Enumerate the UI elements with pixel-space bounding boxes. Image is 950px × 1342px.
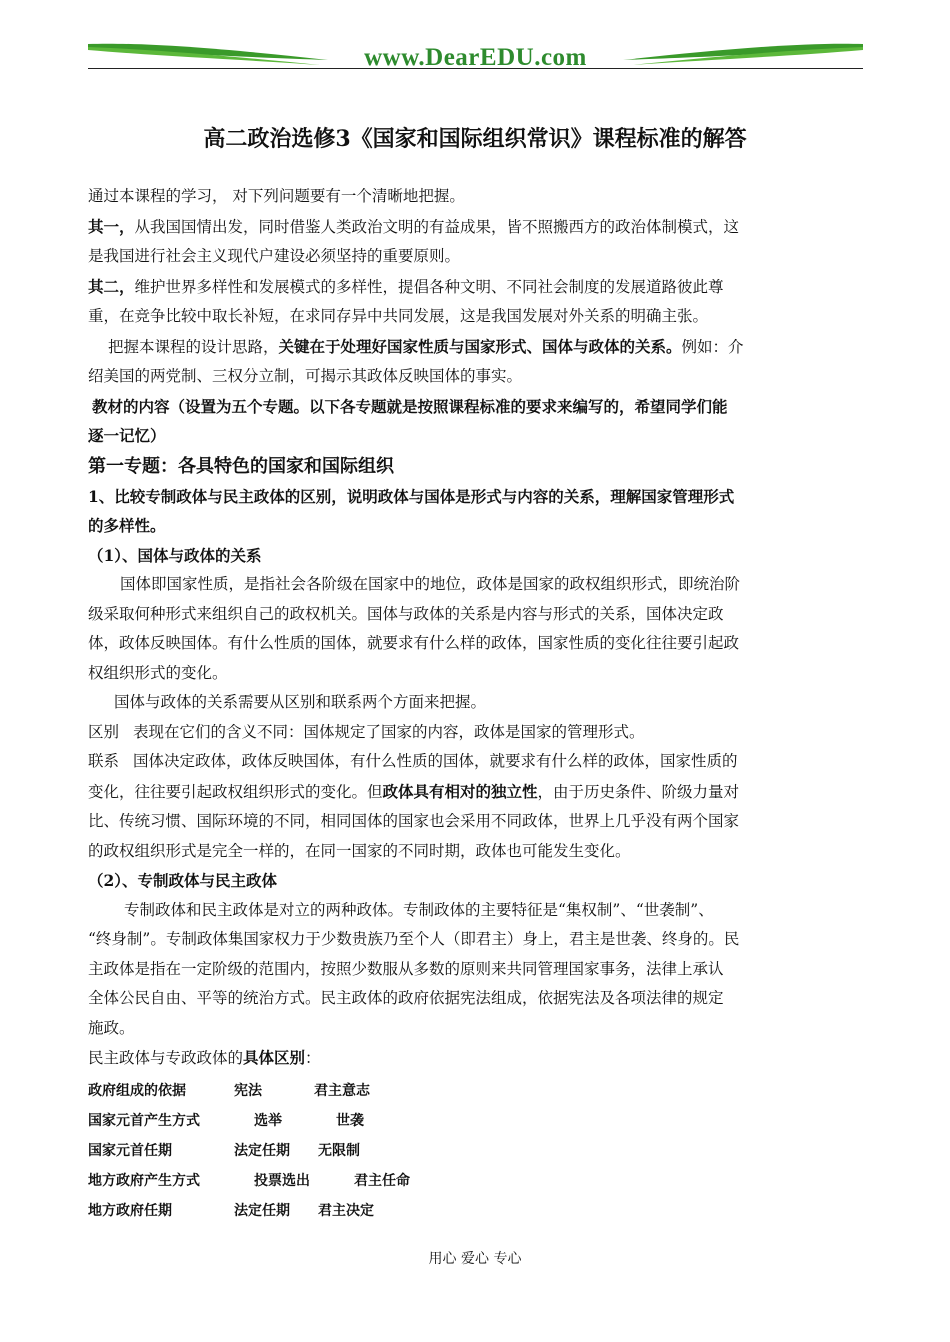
- difference-row: [88, 718, 864, 748]
- contents-note-line-1: 教材的内容（设置为五个专题。以下各专题就是按照课程标准的要求来编写的，希望同学们能: [92, 396, 728, 416]
- row-item: 地方政府任期: [88, 1202, 172, 1219]
- compare-intro: [88, 1043, 864, 1074]
- connection-label: 联系: [88, 752, 120, 770]
- row-item: 地方政府产生方式: [88, 1172, 200, 1189]
- item-one-line-2: 的多样性。: [88, 516, 166, 535]
- header-rule: [88, 68, 863, 69]
- row-autocratic: 无限制: [318, 1142, 360, 1159]
- point-one-line-1: 从我国国情出发，同时借鉴人类政治文明的有益成果，皆不照搬西方的政治体制模式，这: [134, 217, 740, 236]
- point-one-line-2: 是我国进行社会主义现代户建设必须坚持的重要原则。: [88, 247, 461, 265]
- page-footer: 用心 爱心 专心: [428, 1251, 522, 1267]
- table-row: [88, 1076, 864, 1106]
- row-autocratic: 君主任命: [354, 1172, 410, 1189]
- row-democratic: 选举: [254, 1112, 282, 1129]
- item-one-line-1: 1、比较专制政体与民主政体的区别，说明政体与国体是形式与内容的关系，理解国家管理形式: [88, 486, 735, 506]
- compare-intro-post: ：: [305, 1049, 321, 1067]
- design-line-2: 绍美国的两党制、三权分立制，可揭示其政体反映国体的事实。: [88, 367, 523, 385]
- sub2-line-1: 专制政体和民主政体是对立的两种政体。专制政体的主要特征是“集权制”、“世袭制”、: [124, 900, 714, 919]
- row-democratic: 法定任期: [234, 1202, 290, 1219]
- design-key-point: 关键在于处理好国家性质与国家形式、国体与政体的关系。: [278, 336, 682, 356]
- comparison-table: [88, 1076, 864, 1226]
- connection-line-4: 的政权组织形式是完全一样的，在同一国家的不同时期，政体也可能发生变化。: [88, 841, 631, 860]
- row-autocratic: 君主意志: [314, 1082, 370, 1099]
- site-logo[interactable]: www.DearEDU.com: [364, 44, 587, 71]
- sub1-line-3: 体，政体反映国体。有什么性质的国体，就要求有什么样的政体，国家性质的变化往往要引起政: [88, 634, 740, 652]
- table-row: [88, 1106, 864, 1136]
- connection-line-3: 比、传统习惯、国际环境的不同，相同国体的国家也会采用不同政体，世界上几乎没有两个国家: [88, 812, 740, 830]
- table-row: [88, 1136, 864, 1166]
- sub1-line-2: 级采取何种形式来组织自己的政权机关。国体与政体的关系是内容与形式的关系，国体决定政: [88, 604, 724, 623]
- topic-heading: 第一专题：各具特色的国家和国际组织: [88, 455, 394, 477]
- sub2-line-2: “终身制”。专制政体集国家权力于少数贵族乃至个人（即君主）身上，君主是世袭、终身的。民: [88, 930, 740, 948]
- design-paragraph: [88, 332, 864, 392]
- difference-label: 区别: [88, 722, 120, 741]
- point-two-label: 其二，: [88, 276, 135, 296]
- connection-line-1: 国体决定政体，政体反映国体，有什么性质的国体，就要求有什么样的政体，国家性质的: [133, 752, 738, 770]
- sub1-paragraph-2: 国体与政体的关系需要从区别和联系两个方面来把握。: [114, 693, 487, 711]
- sub2-paragraph: [88, 896, 864, 1044]
- connection-key-point: 政体具有相对的独立性: [382, 781, 538, 801]
- item-one: [88, 482, 864, 541]
- design-pre: 把握本课程的设计思路，: [108, 337, 279, 356]
- sub-heading-1: （1）、国体与政体的关系: [88, 545, 262, 565]
- sub-heading-2: （2）、专制政体与民主政体: [88, 871, 278, 890]
- compare-intro-key: 具体区别: [243, 1048, 306, 1067]
- row-democratic: 宪法: [234, 1082, 262, 1099]
- row-item: 国家元首任期: [88, 1142, 172, 1159]
- sub2-line-4: 全体公民自由、平等的统治方式。民主政体的政府依据宪法组成，依据宪法及各项法律的规定: [88, 989, 724, 1007]
- sub2-line-5: 施政。: [88, 1018, 135, 1037]
- point-two: [88, 272, 864, 332]
- row-item: 国家元首产生方式: [88, 1112, 200, 1129]
- contents-note-line-2: 逐一记忆）: [88, 426, 166, 445]
- sub2-line-3: 主政体是指在一定阶级的范围内，按照少数服从多数的原则来共同管理国家事务，法律上承认: [88, 959, 724, 978]
- point-two-line-1: 维护世界多样性和发展模式的多样性，提倡各种文明、不同社会制度的发展道路彼此尊: [134, 277, 724, 296]
- row-autocratic: 君主决定: [318, 1202, 374, 1219]
- sub1-paragraph: [88, 570, 864, 688]
- document-body: [88, 182, 864, 1226]
- point-one: [88, 212, 864, 272]
- contents-note: [88, 392, 864, 451]
- sub1-line-1: 国体即国家性质，是指社会各阶级在国家中的地位，政体是国家的政权组织形式，即统治阶: [120, 575, 741, 593]
- page-title: 高二政治选修3《国家和国际组织常识》课程标准的解答: [203, 126, 747, 152]
- point-one-label: 其一，: [88, 216, 135, 236]
- row-item: 政府组成的依据: [88, 1082, 186, 1099]
- difference-text: 表现在它们的含义不同：国体规定了国家的内容，政体是国家的管理形式。: [133, 722, 645, 741]
- point-two-line-2: 重，在竞争比较中取长补短，在求同存异中共同发展，这是我国发展对外关系的明确主张。: [88, 307, 709, 325]
- connection-paragraph: [88, 747, 864, 866]
- table-row: [88, 1196, 864, 1226]
- site-header: [88, 38, 863, 72]
- row-democratic: 投票选出: [254, 1172, 310, 1189]
- sub1-line-4: 权组织形式的变化。: [88, 663, 228, 682]
- row-autocratic: 世袭: [336, 1112, 364, 1129]
- compare-intro-pre: 民主政体与专政政体的: [88, 1049, 244, 1067]
- table-row: [88, 1166, 864, 1196]
- design-post: 例如：介: [681, 337, 744, 356]
- intro-text: 通过本课程的学习， 对下列问题要有一个清晰地把握。: [88, 187, 465, 205]
- connection-line-2-post: ，由于历史条件、阶级力量对: [537, 782, 740, 801]
- connection-line-2-pre: 变化，往往要引起政权组织形式的变化。但: [88, 782, 383, 801]
- row-democratic: 法定任期: [234, 1142, 290, 1159]
